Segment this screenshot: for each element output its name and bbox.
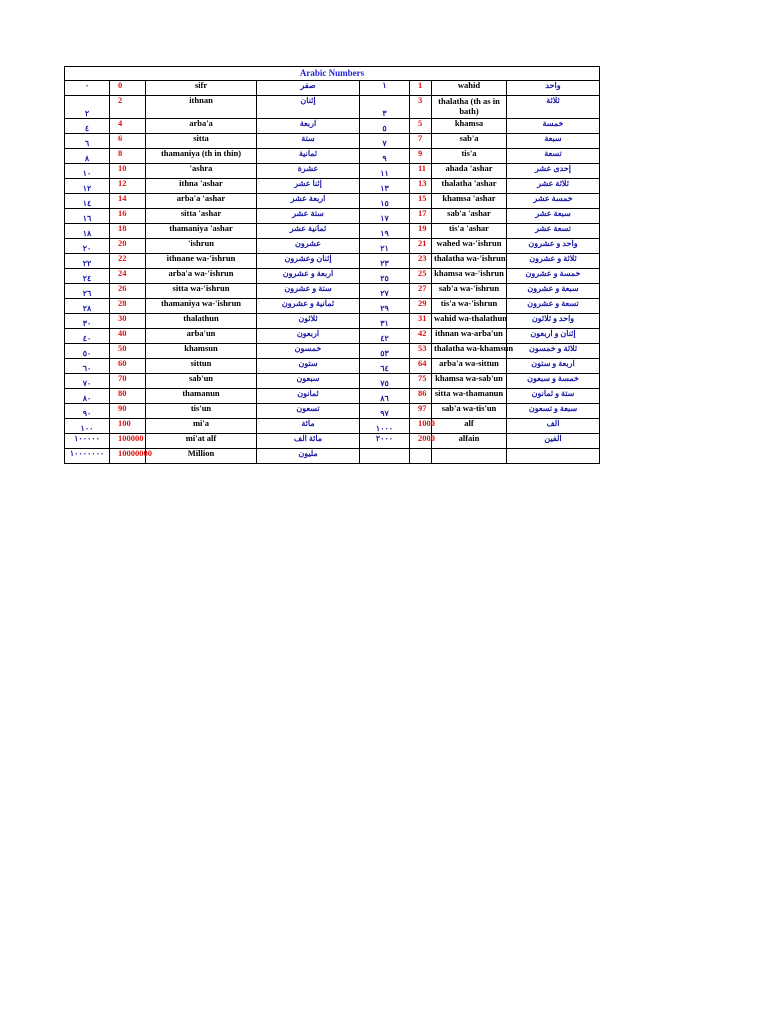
table-row <box>65 404 600 419</box>
transliteration-right: thalatha 'ashar <box>432 179 507 194</box>
transliteration-right: ithnan wa-arba'un <box>432 329 507 344</box>
arabic-word-right: ثلاثة عشر <box>507 179 600 194</box>
table-row <box>65 284 600 299</box>
transliteration-left: 'ashra <box>146 164 257 179</box>
transliteration-right: arba'a wa-sittun <box>432 359 507 374</box>
digit-left: 4 <box>110 119 146 134</box>
arabic-word-right: خمسة و سبعون <box>507 374 600 389</box>
transliteration-left: sifr <box>146 81 257 96</box>
arabic-word-left: مائة الف <box>257 434 360 449</box>
transliteration-right: khamsa <box>432 119 507 134</box>
transliteration-left: thalathun <box>146 314 257 329</box>
transliteration-right: tis'a wa-'ishrun <box>432 299 507 314</box>
transliteration-right: sab'a wa-tis'un <box>432 404 507 419</box>
digit-left: 20 <box>110 239 146 254</box>
transliteration-right: khamsa wa-'ishrun <box>432 269 507 284</box>
arabic-numeral-right: ٨٦ <box>360 389 410 404</box>
arabic-numeral-right: ٢٧ <box>360 284 410 299</box>
transliteration-right: alf <box>432 419 507 434</box>
digit-right: 21 <box>410 239 432 254</box>
digit-right: 17 <box>410 209 432 224</box>
arabic-word-right: ثلاثة و عشرون <box>507 254 600 269</box>
arabic-numeral-right: ١ <box>360 81 410 96</box>
transliteration-left: sitta 'ashar <box>146 209 257 224</box>
digit-left: 100000 <box>110 434 146 449</box>
digit-left: 12 <box>110 179 146 194</box>
digit-left: 50 <box>110 344 146 359</box>
table-title: Arabic Numbers <box>65 67 600 81</box>
digit-left: 30 <box>110 314 146 329</box>
arabic-word-right: خمسة <box>507 119 600 134</box>
transliteration-right: khamsa 'ashar <box>432 194 507 209</box>
transliteration-left: arba'un <box>146 329 257 344</box>
table-row <box>65 269 600 284</box>
transliteration-left: mi'at alf <box>146 434 257 449</box>
arabic-word-left: ستة <box>257 134 360 149</box>
table-row <box>65 134 600 149</box>
arabic-numeral-right: ٥ <box>360 119 410 134</box>
transliteration-right: wahid <box>432 81 507 96</box>
transliteration-left: ithnan <box>146 96 257 119</box>
digit-right: 5 <box>410 119 432 134</box>
digit-left: 10000000 <box>110 449 146 464</box>
arabic-numeral-left: ٢٦ <box>65 284 110 299</box>
arabic-numeral-right <box>360 449 410 464</box>
digit-right: 75 <box>410 374 432 389</box>
transliteration-left: tis'un <box>146 404 257 419</box>
arabic-word-right: خمسة عشر <box>507 194 600 209</box>
digit-left: 2 <box>110 96 146 119</box>
arabic-word-left: ستون <box>257 359 360 374</box>
digit-left: 18 <box>110 224 146 239</box>
arabic-word-left: صفر <box>257 81 360 96</box>
table-row <box>65 179 600 194</box>
digit-right: 86 <box>410 389 432 404</box>
arabic-word-right: تسعة و عشرون <box>507 299 600 314</box>
digit-right: 1 <box>410 81 432 96</box>
arabic-word-right: خمسة و عشرون <box>507 269 600 284</box>
arabic-numeral-left: ٦٠ <box>65 359 110 374</box>
arabic-word-left: ثمانون <box>257 389 360 404</box>
transliteration-left: thamaniya (th in thin) <box>146 149 257 164</box>
transliteration-right: thalatha wa-khamsun <box>432 344 507 359</box>
arabic-numeral-right: ١٩ <box>360 224 410 239</box>
digit-right: 15 <box>410 194 432 209</box>
arabic-word-right: الف <box>507 419 600 434</box>
digit-right <box>410 449 432 464</box>
digit-right: 31 <box>410 314 432 329</box>
arabic-word-right: إثنان و اربعون <box>507 329 600 344</box>
arabic-numeral-left: ١٠ <box>65 164 110 179</box>
transliteration-left: sittun <box>146 359 257 374</box>
transliteration-right: tis'a 'ashar <box>432 224 507 239</box>
digit-right: 11 <box>410 164 432 179</box>
table-row <box>65 314 600 329</box>
transliteration-left: ithna 'ashar <box>146 179 257 194</box>
digit-left: 8 <box>110 149 146 164</box>
arabic-numeral-left: ٨٠ <box>65 389 110 404</box>
arabic-numeral-left: ٢٤ <box>65 269 110 284</box>
arabic-numeral-left: ٢٢ <box>65 254 110 269</box>
digit-right: 23 <box>410 254 432 269</box>
transliteration-left: thamaniya wa-'ishrun <box>146 299 257 314</box>
arabic-numbers-table <box>64 66 600 464</box>
arabic-numeral-right: ٥٣ <box>360 344 410 359</box>
transliteration-right: wahed wa-'ishrun <box>432 239 507 254</box>
digit-right: 25 <box>410 269 432 284</box>
arabic-word-right <box>507 449 600 464</box>
transliteration-right: wahid wa-thalathun <box>432 314 507 329</box>
arabic-numeral-left: ١٠٠٠٠٠٠٠ <box>65 449 110 464</box>
arabic-word-left: ثمانية و عشرون <box>257 299 360 314</box>
arabic-word-right: الفين <box>507 434 600 449</box>
arabic-numeral-left: ٤٠ <box>65 329 110 344</box>
transliteration-right: sab'a <box>432 134 507 149</box>
table-row <box>65 389 600 404</box>
arabic-word-right: ستة و ثمانون <box>507 389 600 404</box>
arabic-numeral-right: ٣١ <box>360 314 410 329</box>
transliteration-left: khamsun <box>146 344 257 359</box>
arabic-word-left: ثمانية <box>257 149 360 164</box>
arabic-numeral-left: ٧٠ <box>65 374 110 389</box>
digit-right: 2000 <box>410 434 432 449</box>
arabic-numeral-left: ٩٠ <box>65 404 110 419</box>
transliteration-right: alfain <box>432 434 507 449</box>
arabic-numeral-right: ١٠٠٠ <box>360 419 410 434</box>
arabic-word-left: ثمانية عشر <box>257 224 360 239</box>
arabic-numeral-right: ١٣ <box>360 179 410 194</box>
arabic-word-left: سبعون <box>257 374 360 389</box>
arabic-numeral-left: ٢٠ <box>65 239 110 254</box>
table-row <box>65 119 600 134</box>
arabic-numeral-left: ١٢ <box>65 179 110 194</box>
arabic-word-right: سبعة و عشرون <box>507 284 600 299</box>
table-row <box>65 329 600 344</box>
arabic-word-right: واحد <box>507 81 600 96</box>
arabic-word-left: عشرون <box>257 239 360 254</box>
arabic-numeral-left: ١٠٠٠٠٠ <box>65 434 110 449</box>
transliteration-left: arba'a <box>146 119 257 134</box>
arabic-word-right: سبعة و تسعون <box>507 404 600 419</box>
arabic-numeral-left: ٤ <box>65 119 110 134</box>
table-row <box>65 81 600 96</box>
digit-left: 26 <box>110 284 146 299</box>
table-row <box>65 239 600 254</box>
arabic-numeral-right: ٧ <box>360 134 410 149</box>
arabic-numeral-right: ٢٣ <box>360 254 410 269</box>
arabic-word-left: عشرة <box>257 164 360 179</box>
transliteration-left: sitta wa-'ishrun <box>146 284 257 299</box>
arabic-word-left: اربعون <box>257 329 360 344</box>
digit-left: 16 <box>110 209 146 224</box>
arabic-numeral-left: ٠ <box>65 81 110 96</box>
digit-right: 19 <box>410 224 432 239</box>
digit-left: 10 <box>110 164 146 179</box>
arabic-numeral-left: ١٨ <box>65 224 110 239</box>
transliteration-right <box>432 449 507 464</box>
table-row <box>65 149 600 164</box>
digit-right: 42 <box>410 329 432 344</box>
arabic-word-left: اربعة و عشرون <box>257 269 360 284</box>
transliteration-left: 'ishrun <box>146 239 257 254</box>
table-row <box>65 344 600 359</box>
digit-right: 1000 <box>410 419 432 434</box>
arabic-numeral-left: ٢ <box>65 96 110 119</box>
table-row <box>65 359 600 374</box>
transliteration-right: thalatha wa-'ishrun <box>432 254 507 269</box>
arabic-numeral-right: ٩ <box>360 149 410 164</box>
digit-left: 40 <box>110 329 146 344</box>
transliteration-right: tis'a <box>432 149 507 164</box>
digit-left: 60 <box>110 359 146 374</box>
arabic-word-left: اربعة <box>257 119 360 134</box>
arabic-numeral-right: ٢٥ <box>360 269 410 284</box>
digit-right: 27 <box>410 284 432 299</box>
arabic-word-right: سبعة عشر <box>507 209 600 224</box>
transliteration-right: sab'a 'ashar <box>432 209 507 224</box>
transliteration-left: ithnane wa-'ishrun <box>146 254 257 269</box>
arabic-numeral-right: ١١ <box>360 164 410 179</box>
digit-left: 24 <box>110 269 146 284</box>
arabic-numeral-right: ١٧ <box>360 209 410 224</box>
arabic-word-left: ستة عشر <box>257 209 360 224</box>
transliteration-left: mi'a <box>146 419 257 434</box>
digit-right: 53 <box>410 344 432 359</box>
transliteration-left: thamaniya 'ashar <box>146 224 257 239</box>
table-row <box>65 164 600 179</box>
digit-left: 70 <box>110 374 146 389</box>
arabic-word-left: إثنا عشر <box>257 179 360 194</box>
arabic-word-left: إثنان <box>257 96 360 119</box>
digit-right: 97 <box>410 404 432 419</box>
transliteration-left: thamanun <box>146 389 257 404</box>
transliteration-right: khamsa wa-sab'un <box>432 374 507 389</box>
digit-left: 22 <box>110 254 146 269</box>
arabic-word-right: إحدى عشر <box>507 164 600 179</box>
arabic-numeral-left: ٦ <box>65 134 110 149</box>
arabic-numeral-right: ٧٥ <box>360 374 410 389</box>
digit-left: 90 <box>110 404 146 419</box>
transliteration-right: sitta wa-thamanun <box>432 389 507 404</box>
transliteration-left: arba'a 'ashar <box>146 194 257 209</box>
digit-right: 9 <box>410 149 432 164</box>
table-row <box>65 299 600 314</box>
table-row <box>65 209 600 224</box>
arabic-word-right: ثلاثة و خمسون <box>507 344 600 359</box>
arabic-word-left: اربعة عشر <box>257 194 360 209</box>
arabic-word-left: ثلاثون <box>257 314 360 329</box>
digit-left: 100 <box>110 419 146 434</box>
arabic-word-right: اربعة و ستون <box>507 359 600 374</box>
arabic-numeral-right: ٢١ <box>360 239 410 254</box>
arabic-numeral-right: ٩٧ <box>360 404 410 419</box>
digit-right: 64 <box>410 359 432 374</box>
arabic-numeral-left: ٢٨ <box>65 299 110 314</box>
arabic-numeral-left: ٨ <box>65 149 110 164</box>
table-row <box>65 434 600 449</box>
digit-right: 29 <box>410 299 432 314</box>
transliteration-left: sitta <box>146 134 257 149</box>
arabic-word-left: مليون <box>257 449 360 464</box>
arabic-word-left: إثنان وعشرون <box>257 254 360 269</box>
arabic-numeral-right: ١٥ <box>360 194 410 209</box>
table-row <box>65 374 600 389</box>
arabic-numeral-right: ٣ <box>360 96 410 119</box>
table-row <box>65 449 600 464</box>
arabic-word-right: واحد و عشرون <box>507 239 600 254</box>
table-row <box>65 224 600 239</box>
transliteration-left: sab'un <box>146 374 257 389</box>
transliteration-left: arba'a wa-'ishrun <box>146 269 257 284</box>
arabic-word-right: واحد و ثلاثون <box>507 314 600 329</box>
arabic-numeral-right: ٢٩ <box>360 299 410 314</box>
table-row <box>65 194 600 209</box>
digit-left: 14 <box>110 194 146 209</box>
digit-left: 80 <box>110 389 146 404</box>
digit-right: 3 <box>410 96 432 119</box>
arabic-word-left: خمسون <box>257 344 360 359</box>
arabic-word-right: تسعة <box>507 149 600 164</box>
arabic-numeral-right: ٦٤ <box>360 359 410 374</box>
digit-right: 13 <box>410 179 432 194</box>
transliteration-right: sab'a wa-'ishrun <box>432 284 507 299</box>
arabic-word-left: ستة و عشرون <box>257 284 360 299</box>
transliteration-left: Million <box>146 449 257 464</box>
arabic-numeral-left: ٣٠ <box>65 314 110 329</box>
arabic-word-right: تسعة عشر <box>507 224 600 239</box>
arabic-numeral-left: ١٦ <box>65 209 110 224</box>
digit-left: 6 <box>110 134 146 149</box>
transliteration-right: ahada 'ashar <box>432 164 507 179</box>
table-row <box>65 254 600 269</box>
arabic-numeral-right: ٤٢ <box>360 329 410 344</box>
transliteration-right: thalatha (th as in bath) <box>432 96 507 119</box>
arabic-numeral-left: ١٠٠ <box>65 419 110 434</box>
digit-left: 28 <box>110 299 146 314</box>
table-row <box>65 96 600 119</box>
arabic-word-right: سبعة <box>507 134 600 149</box>
arabic-word-left: مائة <box>257 419 360 434</box>
arabic-numeral-right: ٢٠٠٠ <box>360 434 410 449</box>
digit-left: 0 <box>110 81 146 96</box>
arabic-word-right: ثلاثة <box>507 96 600 119</box>
digit-right: 7 <box>410 134 432 149</box>
arabic-numeral-left: ١٤ <box>65 194 110 209</box>
arabic-word-left: تسعون <box>257 404 360 419</box>
table-row <box>65 419 600 434</box>
arabic-numeral-left: ٥٠ <box>65 344 110 359</box>
